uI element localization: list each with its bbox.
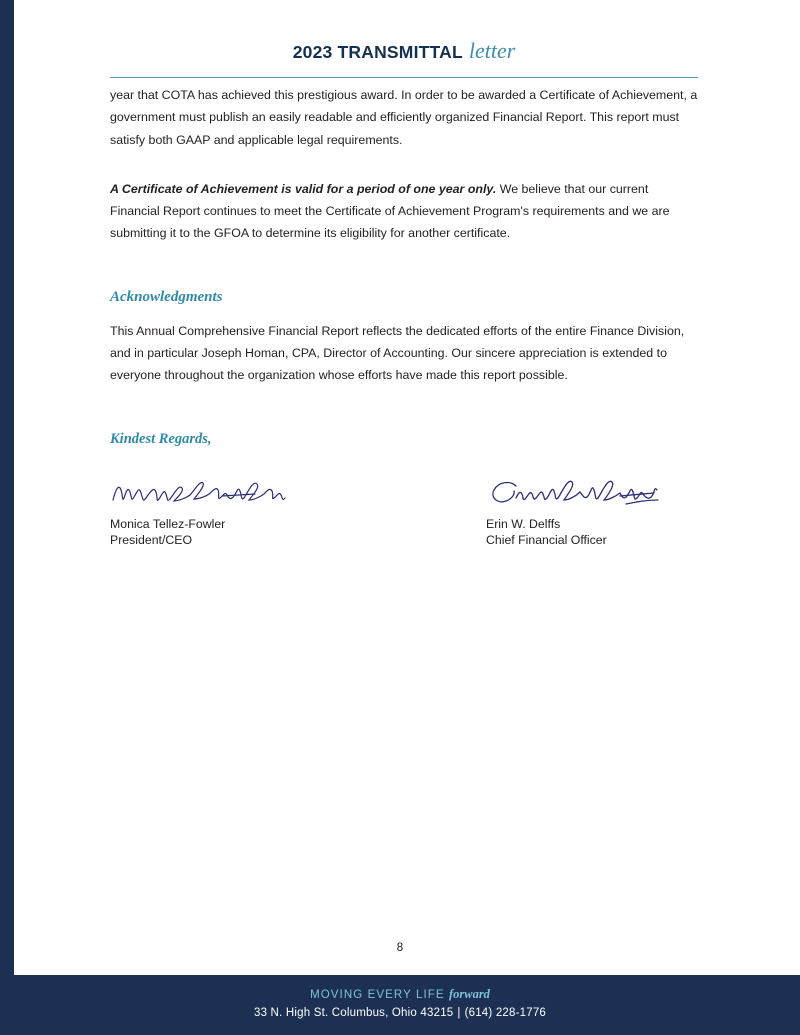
page-number: 8 — [396, 942, 404, 954]
paragraph-certificate-validity — [110, 178, 698, 245]
footer-tagline-script: forward — [448, 987, 490, 1001]
header-divider — [110, 77, 698, 78]
signature-name-cfo: Erin W. Delffs — [486, 516, 561, 531]
footer-tagline — [0, 987, 800, 1002]
signature-title-cfo: Chief Financial Officer — [486, 533, 607, 548]
signature-name-ceo: Monica Tellez-Fowler — [110, 516, 226, 531]
signature-row — [110, 474, 698, 570]
footer-address-text: 33 N. High St. Columbus, Ohio 43215 — [253, 1007, 454, 1019]
page-footer — [0, 975, 800, 1035]
certificate-validity-rest: We believe that our current Financial Report continues to meet the Certificate of Achievement Program's requirements and we are submitting it to the GFOA to determine its eligibility for another certificate. — [110, 181, 670, 241]
signature-title-ceo: President/CEO — [110, 533, 193, 548]
signature-block-ceo — [110, 474, 300, 549]
page-canvas — [14, 0, 800, 1035]
paragraph-spacer — [110, 151, 698, 178]
page-title-script: letter — [468, 38, 516, 63]
section-spacer — [110, 245, 698, 289]
page-title-bold: 2023 TRANSMITTAL — [292, 42, 463, 62]
footer-contact — [0, 1007, 800, 1019]
signature-block-cfo — [486, 474, 676, 549]
letter-content — [110, 84, 698, 570]
footer-separator: | — [457, 1007, 461, 1019]
regards-spacer — [110, 387, 698, 431]
heading-spacer — [110, 306, 698, 320]
signature-image-ceo — [110, 474, 300, 516]
certificate-validity-lead: A Certificate of Achievement is valid for a period of one year only. — [110, 181, 497, 196]
left-edge-bar — [0, 0, 14, 975]
acknowledgments-paragraph: This Annual Comprehensive Financial Report reflects the dedicated efforts of the entire Finance Division, and in particular Joseph Homan, CPA, Director of Accounting. Our sincere appreciation is extended to everyone throughout the organization whose efforts have made this report possible. — [110, 323, 685, 383]
closing-regards: Kindest Regards, — [110, 430, 212, 447]
signature-spacer — [110, 448, 698, 474]
footer-phone: (614) 228-1776 — [464, 1007, 547, 1019]
acknowledgments-heading: Acknowledgments — [110, 288, 223, 305]
signature-image-cfo — [486, 474, 676, 516]
paragraph-continuation: year that COTA has achieved this prestigious award. In order to be awarded a Certificate of Achievement, a government must publish an easily readable and efficiently organized Financial Report. This report must satisfy both GAAP and applicable legal requirements. — [110, 88, 698, 147]
footer-tagline-main: MOVING EVERY LIFE — [310, 989, 445, 1001]
page-header — [110, 38, 698, 64]
